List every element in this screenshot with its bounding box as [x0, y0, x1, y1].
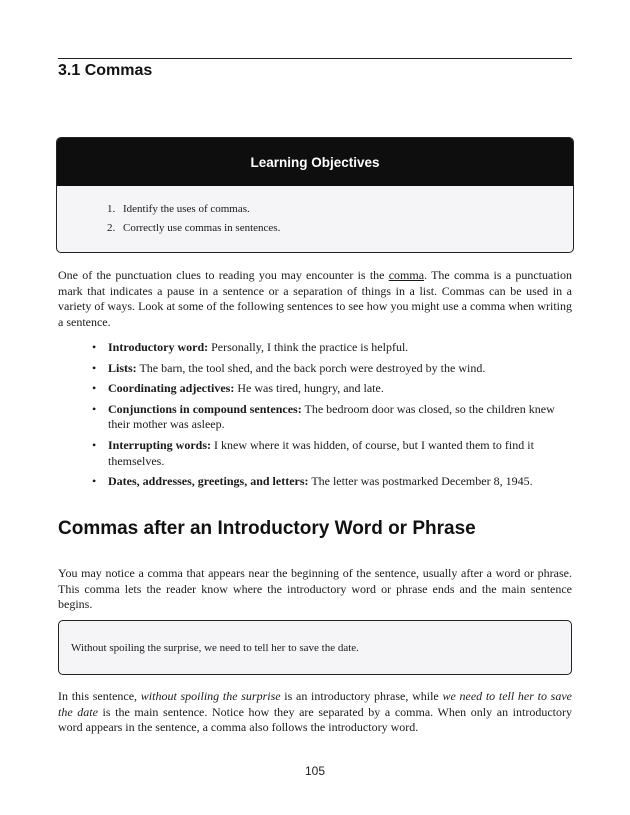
- objective-item: 1. Identify the uses of commas.: [107, 203, 250, 215]
- comma-uses-list: [92, 340, 572, 495]
- bullet-icon: •: [92, 360, 97, 375]
- objectives-list: [57, 186, 573, 238]
- bullet-icon: •: [92, 401, 97, 416]
- objective-item: 2. Correctly use commas in sentences.: [107, 222, 281, 234]
- bullet-icon: •: [92, 381, 97, 396]
- learning-objectives-box: [56, 137, 574, 253]
- example-sentence: Without spoiling the surprise, we need to tell her to save the date.: [71, 641, 359, 654]
- top-rule: [58, 58, 572, 59]
- bullet-icon: •: [92, 437, 97, 452]
- comma-use-item: • Dates, addresses, greetings, and letters: The letter was postmarked December 8, 1945.: [92, 474, 533, 489]
- example-sentence-box: [58, 620, 572, 675]
- explanation-paragraph: In this sentence, without spoiling the surprise is an introductory phrase, while we need to tell her to save the date is the main sentence. Notice how they are separated by a comma. When only an introductory word appears in the sentence, a comma also follows the introductory word.: [58, 689, 572, 735]
- page-number: 105: [304, 764, 326, 778]
- comma-glossary-link[interactable]: comma: [388, 268, 425, 282]
- intro-paragraph: One of the punctuation clues to reading you may encounter is the comma. The comma is a punctuation mark that indicates a pause in a sentence or a separation of things in a list. Commas can be used in a variety of ways. Look at some of the following sentences to see how you might use a comma when writing a sentence.: [58, 268, 572, 329]
- subsection-heading: Commas after an Introductory Word or Phrase: [58, 518, 476, 539]
- bullet-icon: •: [92, 340, 97, 354]
- comma-use-item: • Interrupting words: I knew where it was hidden, of course, but I wanted them to find it themselves.: [92, 437, 534, 468]
- comma-use-item: • Conjunctions in compound sentences: The bedroom door was closed, so the children knew their mother was asleep.: [92, 401, 555, 432]
- bullet-icon: •: [92, 474, 97, 489]
- learning-objectives-header: Learning Objectives: [57, 138, 573, 186]
- introductory-paragraph: You may notice a comma that appears near the beginning of the sentence, usually after a word or phrase. This comma lets the reader know where the introductory word or phrase ends and the main sentence begins.: [58, 566, 572, 612]
- comma-use-item: • Coordinating adjectives: He was tired, hungry, and late.: [92, 381, 384, 396]
- comma-use-item: • Lists: The barn, the tool shed, and the back porch were destroyed by the wind.: [92, 360, 486, 375]
- comma-use-item: • Introductory word: Personally, I think the practice is helpful.: [92, 340, 409, 354]
- section-title: 3.1 Commas: [58, 62, 153, 79]
